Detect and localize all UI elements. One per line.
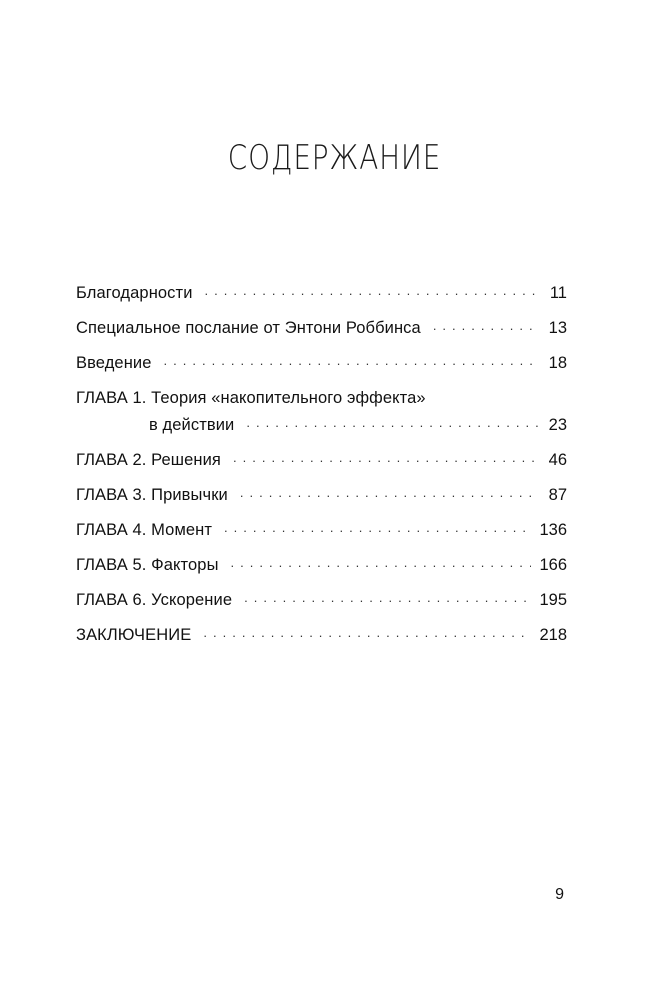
toc-entry-page: 11 <box>549 284 567 302</box>
toc-entry-label: Введение <box>76 354 152 372</box>
toc-entry-label: ГЛАВА 6. Ускорение <box>76 591 233 609</box>
toc-entry-chapter-5[interactable] <box>76 555 567 590</box>
toc-entry-chapter-2[interactable] <box>76 450 567 485</box>
toc-entry-page: 195 <box>539 591 567 609</box>
toc-entry-label: Благодарности <box>76 284 193 302</box>
toc-leader-dots <box>240 483 539 503</box>
toc-entry-page: 166 <box>539 556 567 574</box>
toc-leader-dots <box>224 518 531 538</box>
toc-leader-dots <box>205 281 539 301</box>
toc-entry-label: ГЛАВА 4. Момент <box>76 521 213 539</box>
table-of-contents <box>76 283 567 660</box>
toc-entry-label: ЗАКЛЮЧЕНИЕ <box>76 626 192 644</box>
toc-leader-dots <box>244 588 531 608</box>
toc-entry-continuation <box>76 415 567 436</box>
toc-entry-chapter-1[interactable] <box>76 388 567 450</box>
toc-entry-chapter-3[interactable] <box>76 485 567 520</box>
toc-entry-chapter-6[interactable] <box>76 590 567 625</box>
toc-entry-label: ГЛАВА 1. Теория «накопительного эффекта» <box>76 389 426 407</box>
toc-leader-dots <box>231 553 532 573</box>
page-number: 9 <box>555 886 564 903</box>
toc-leader-dots <box>164 351 539 371</box>
toc-leader-dots <box>203 623 531 643</box>
toc-entry-label: ГЛАВА 5. Факторы <box>76 556 219 574</box>
toc-entry-page: 136 <box>539 521 567 539</box>
toc-entry-label-continued: в действии <box>149 416 235 434</box>
toc-leader-dots <box>233 448 539 468</box>
toc-entry-special-message[interactable] <box>76 318 567 353</box>
toc-entry-label: Специальное послание от Энтони Роббинса <box>76 319 421 337</box>
toc-entry-label: ГЛАВА 2. Решения <box>76 451 221 469</box>
page-title: СОДЕРЖАНИЕ <box>227 138 442 178</box>
toc-entry-page: 46 <box>548 451 567 469</box>
toc-entry-page: 218 <box>539 626 567 644</box>
toc-entry-conclusion[interactable] <box>76 625 567 660</box>
toc-entry-page: 13 <box>548 319 567 337</box>
toc-entry-page: 87 <box>548 486 567 504</box>
toc-leader-dots <box>246 413 539 433</box>
toc-entry-page: 18 <box>548 354 567 372</box>
toc-entry-introduction[interactable] <box>76 353 567 388</box>
toc-entry-page: 23 <box>548 416 567 434</box>
toc-entry-chapter-4[interactable] <box>76 520 567 555</box>
toc-entry-acknowledgements[interactable] <box>76 283 567 318</box>
toc-leader-dots <box>433 316 539 336</box>
toc-entry-label: ГЛАВА 3. Привычки <box>76 486 228 504</box>
